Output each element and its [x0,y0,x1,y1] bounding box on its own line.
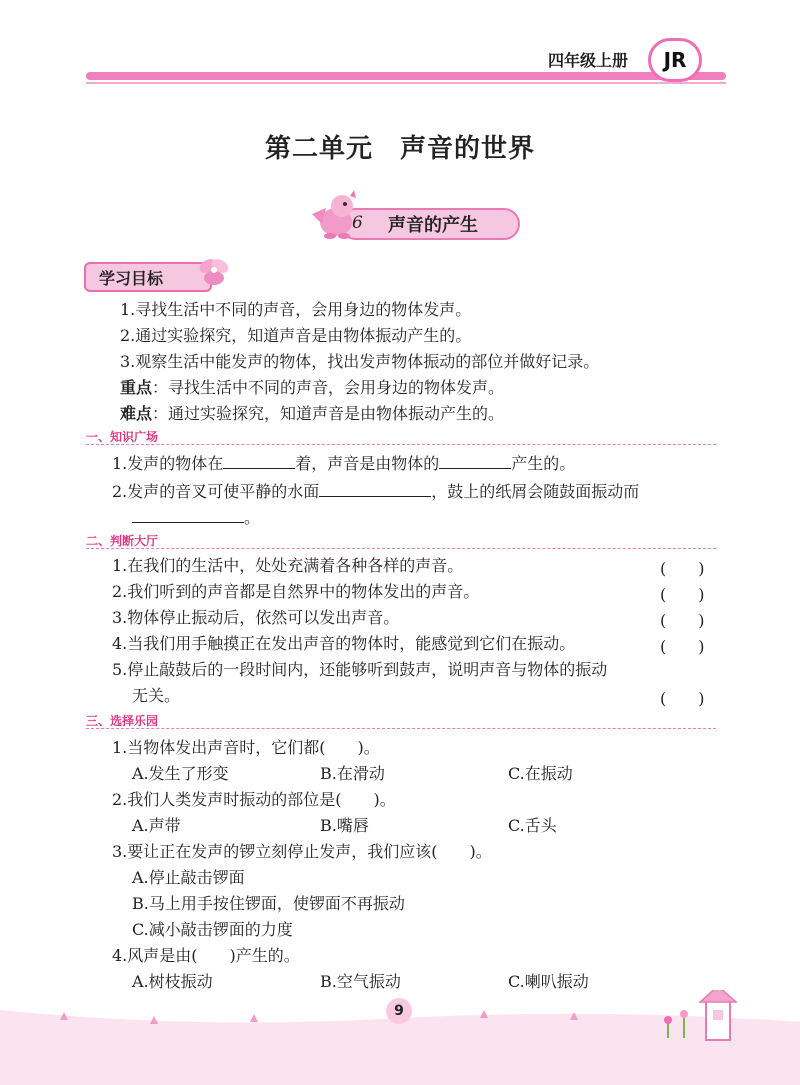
fill-question-2 [112,480,639,502]
section-divider [86,444,716,445]
answer-blank[interactable] [439,452,511,469]
answer-parentheses[interactable]: ( ) [660,689,705,708]
section-judge-title: 二、判断大厅 [86,534,159,548]
fill-text: 产生的。 [511,454,576,473]
choice-option[interactable]: B.在滑动 [320,764,385,783]
fill-text: 1.发声的物体在 [112,454,224,473]
page-number: 9 [386,998,412,1024]
judge-item: 1.在我们的生活中，处处充满着各种各样的声音。 [112,556,464,575]
section-knowledge-title: 一、知识广场 [86,430,159,444]
unit-title: 第二单元 声音的世界 [264,134,535,164]
answer-parentheses[interactable]: ( ) [660,611,705,630]
answer-blank[interactable] [132,506,244,523]
choice-option[interactable]: B.空气振动 [320,972,401,991]
header-bar-underline [86,82,726,84]
choice-option[interactable]: A.停止敲击锣面 [132,868,245,887]
judge-item-cont: 无关。 [132,686,181,705]
key-point-text: ：寻找生活中不同的声音，会用身边的物体发声。 [152,378,505,397]
choice-option[interactable]: A.树枝振动 [132,972,213,991]
section-choice-title: 三、选择乐园 [86,714,159,728]
answer-blank[interactable] [319,480,431,497]
fill-text: ，鼓上的纸屑会随鼓面振动而 [431,482,640,501]
judge-item: 5.停止敲鼓后的一段时间内，还能够听到鼓声，说明声音与物体的振动 [112,660,608,679]
judge-item: 4.当我们用手触摸正在发出声音的物体时，能感觉到它们在振动。 [112,634,576,653]
choice-question-stem: 1.当物体发出声音时，它们都( )。 [112,738,380,757]
header-bar [86,72,726,80]
answer-parentheses[interactable]: ( ) [660,585,705,604]
grade-label: 四年级上册 [548,51,629,70]
fill-text: 2.发声的音叉可使平静的水面 [112,482,320,501]
choice-question-stem: 4.风声是由( )产生的。 [112,946,300,965]
key-point-label: 重点 [120,378,153,397]
choice-question-stem: 2.我们人类发声时振动的部位是( )。 [112,790,396,809]
answer-parentheses[interactable]: ( ) [660,559,705,578]
objective-item: 2.通过实验探究，知道声音是由物体振动产生的。 [120,326,472,345]
objectives-label: 学习目标 [99,269,164,288]
jr-badge: JR [648,38,702,82]
lesson-title: 声音的产生 [388,215,478,236]
flower-icon [194,252,234,292]
choice-option[interactable]: C.减小敲击锣面的力度 [132,920,293,939]
answer-parentheses[interactable]: ( ) [660,637,705,656]
choice-option[interactable]: C.在振动 [508,764,573,783]
objective-item: 3.观察生活中能发声的物体，找出发声物体振动的部位并做好记录。 [120,352,600,371]
fill-text: 着，声音是由物体的 [295,454,440,473]
judge-item: 2.我们听到的声音都是自然界中的物体发出的声音。 [112,582,480,601]
choice-option[interactable]: B.嘴唇 [320,816,369,835]
lesson-number: 6 [352,213,363,233]
key-point [120,378,504,398]
choice-option[interactable]: A.声带 [132,816,181,835]
tower-icon [700,990,736,1040]
judge-item: 3.物体停止振动后，依然可以发出声音。 [112,608,400,627]
section-divider [86,728,716,729]
answer-blank[interactable] [223,452,295,469]
choice-option[interactable]: B.马上用手按住锣面，使锣面不再振动 [132,894,405,913]
objective-item: 1.寻找生活中不同的声音，会用身边的物体发声。 [120,300,472,319]
fill-question-1 [112,452,575,474]
choice-question-stem: 3.要让正在发声的锣立刻停止发声，我们应该( )。 [112,842,492,861]
difficulty-text: ：通过实验探究，知道声音是由物体振动产生的。 [152,404,505,423]
fill-question-2-cont [132,506,260,528]
choice-option[interactable]: C.喇叭振动 [508,972,589,991]
choice-option[interactable]: A.发生了形变 [132,764,229,783]
fill-text: 。 [244,508,261,527]
difficulty-label: 难点 [120,404,153,423]
choice-option[interactable]: C.舌头 [508,816,557,835]
difficulty [120,404,504,424]
section-divider [86,548,716,549]
